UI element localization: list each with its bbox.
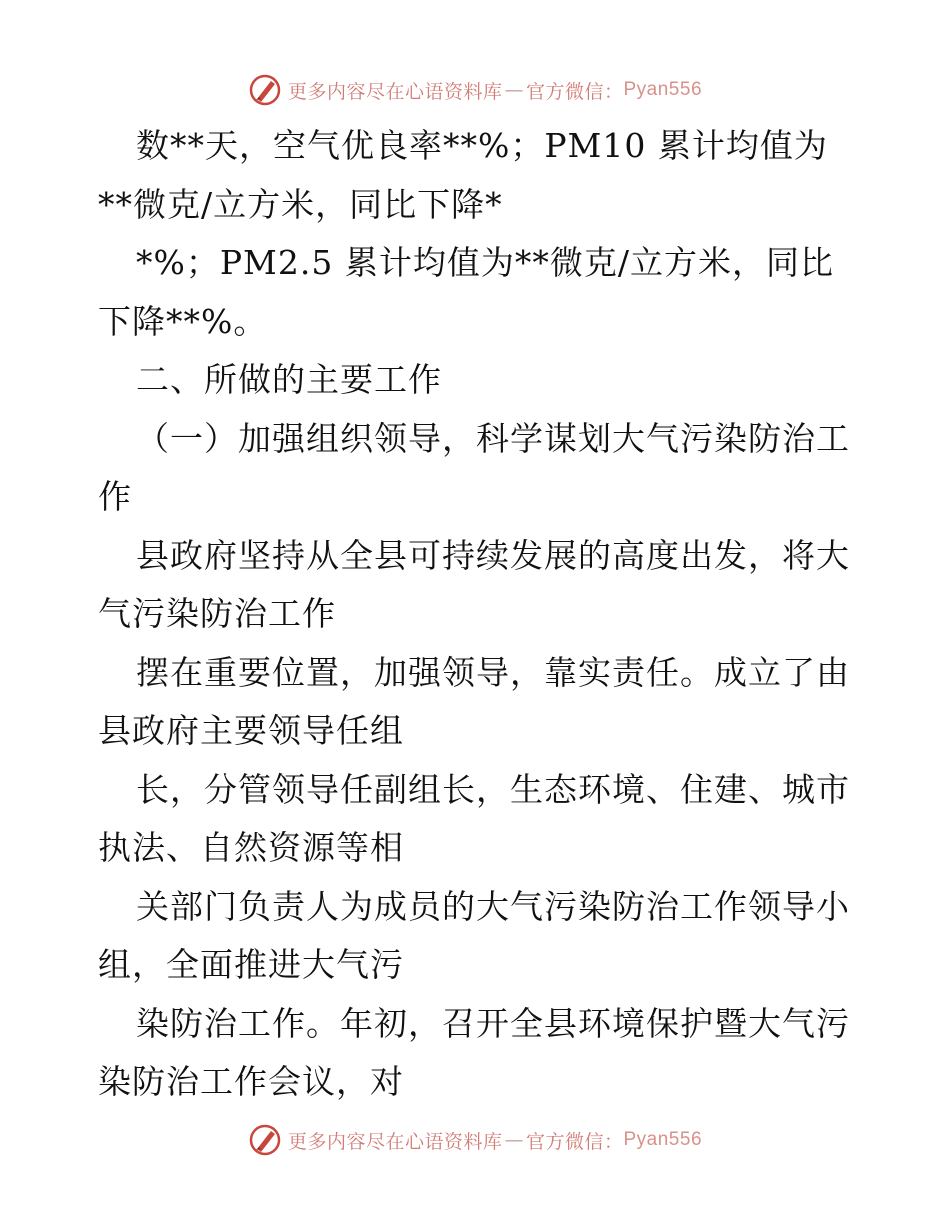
footer-banner-separator: — xyxy=(504,1129,524,1151)
paragraph: 数**天，空气优良率**%；PM10 累计均值为**微克/立方米，同比下降* xyxy=(98,126,828,224)
paragraph: 县政府坚持从全县可持续发展的高度出发，将大气污染防治工作 xyxy=(98,535,850,633)
header-banner-separator: — xyxy=(504,79,524,101)
footer-banner-text: 更多内容尽在心语资料库 xyxy=(287,1130,503,1153)
paragraph: 关部门负责人为成员的大气污染防治工作领导小组，全面推进大气污 xyxy=(98,886,850,984)
body-text xyxy=(98,117,858,1112)
header-banner-text: 更多内容尽在心语资料库 xyxy=(287,80,503,103)
footer-banner-handle: Pyan556 xyxy=(623,1129,703,1150)
paragraph: 染防治工作。年初，召开全县环境保护暨大气污染防治工作会议，对 xyxy=(98,1003,850,1101)
header-banner-contact: 官方微信： xyxy=(525,80,624,103)
paragraph: 摆在重要位置，加强领导，靠实责任。成立了由县政府主要领导任组 xyxy=(98,652,850,750)
paragraph: *%；PM2.5 累计均值为**微克/立方米，同比下降**%。 xyxy=(98,243,834,341)
paragraph: 长，分管领导任副组长，生态环境、住建、城市执法、自然资源等相 xyxy=(98,769,850,867)
subsection-heading: （一）加强组织领导，科学谋划大气污染防治工作 xyxy=(98,418,850,516)
header-banner xyxy=(0,70,950,110)
pen-logo-icon xyxy=(248,73,282,107)
footer-banner-contact: 官方微信： xyxy=(525,1130,624,1153)
pen-logo-icon xyxy=(248,1123,282,1157)
footer-banner xyxy=(0,1120,950,1160)
section-heading: 二、所做的主要工作 xyxy=(136,360,442,399)
header-banner-handle: Pyan556 xyxy=(623,79,703,100)
